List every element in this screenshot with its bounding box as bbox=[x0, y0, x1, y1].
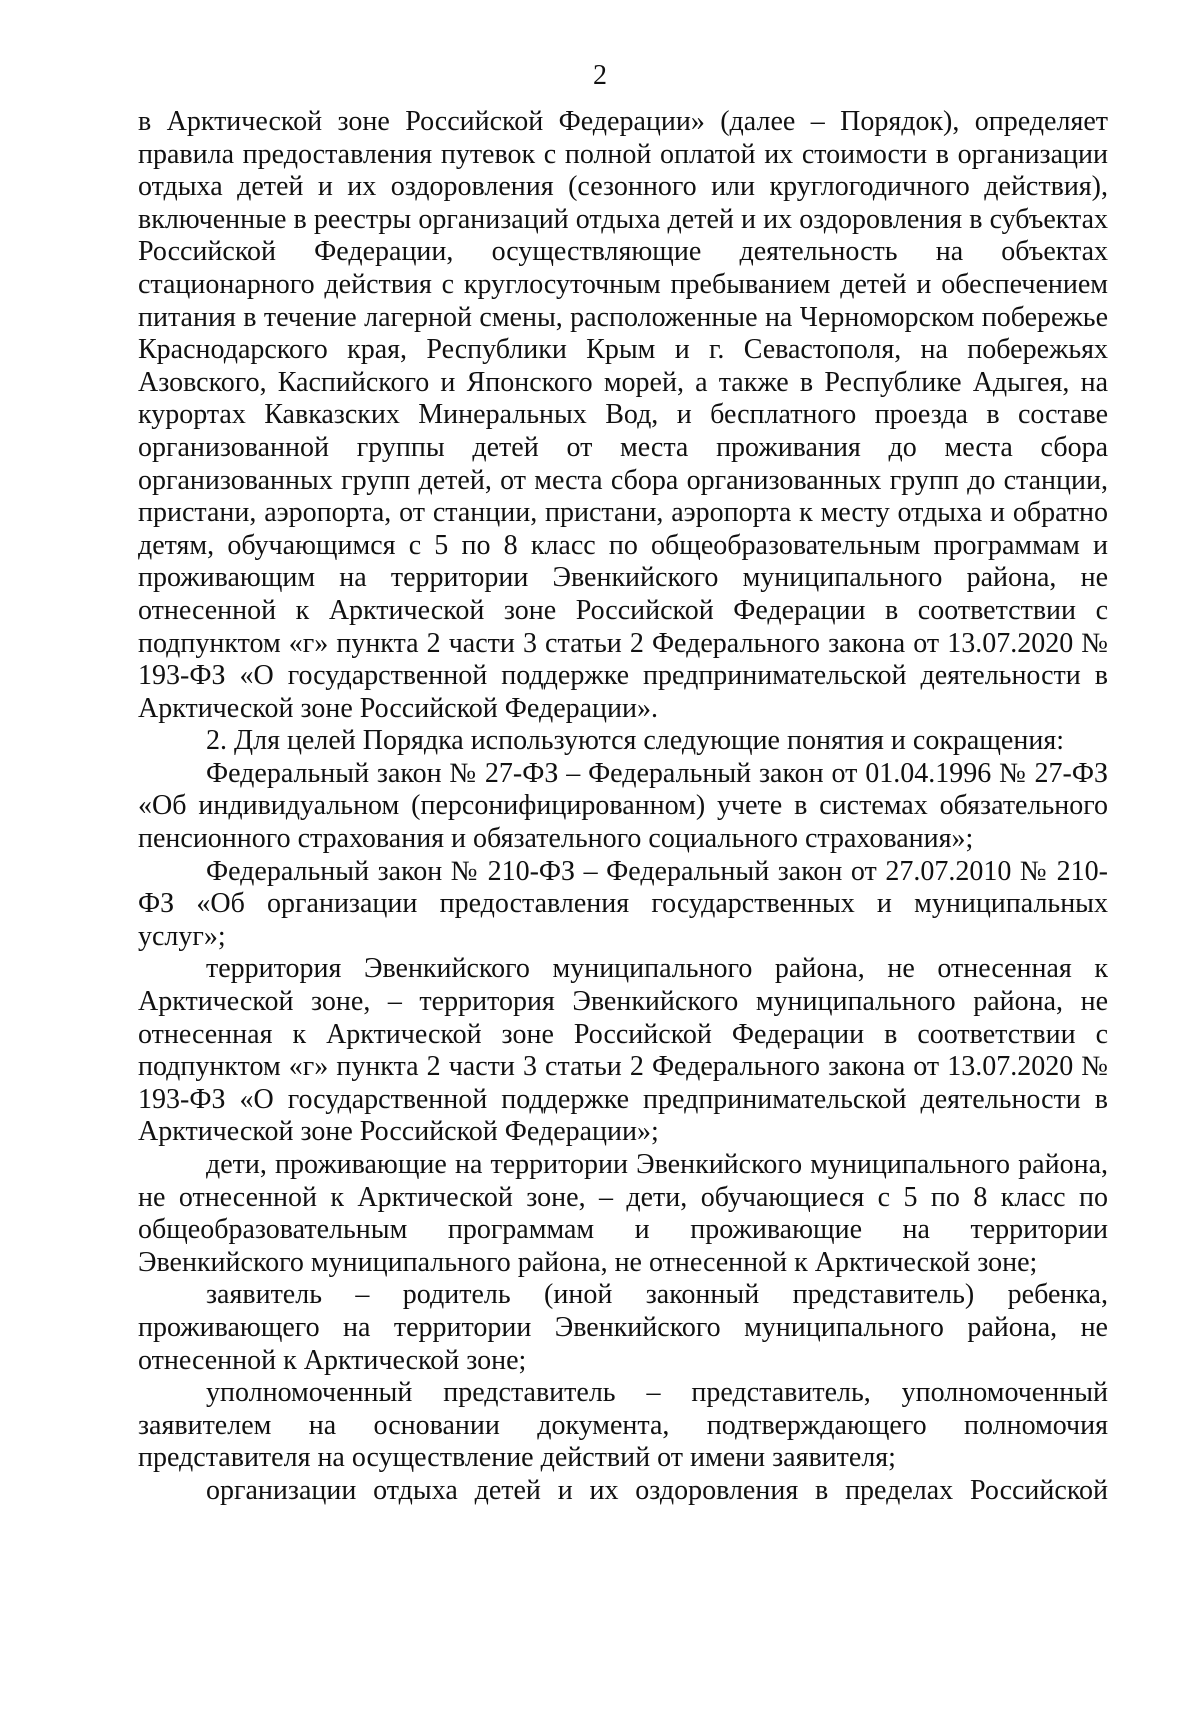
paragraph-term-applicant: заявитель – родитель (иной законный представитель) ребенка, проживающего на территории Эвенкийского муниципального района, не отнесенной к Арктической зоне; bbox=[138, 1279, 1108, 1376]
paragraph-term-27fz: Федеральный закон № 27-ФЗ – Федеральный закон от 01.04.1996 № 27-ФЗ «Об индивидуальном (персонифицированном) учете в системах обязательного пенсионного страхования и обязательного социального страхования»; bbox=[138, 757, 1108, 855]
paragraph-term-territory: территория Эвенкийского муниципального района, не отнесенная к Арктической зоне, – территория Эвенкийского муниципального района, не отнесенная к Арктической зоне Российской Федерации в соответствии с подпунктом «г» пункта 2 части 3 статьи 2 Федерального закона от 13.07.2020 № 193-ФЗ «О государственной поддержке предпринимательской деятельности в Арктической зоне Российской Федерации»; bbox=[138, 953, 1108, 1148]
paragraph-term-organizations: организации отдыха детей и их оздоровления в пределах Российской bbox=[206, 1474, 1108, 1506]
document-body bbox=[138, 106, 1108, 1508]
paragraph-term-children: дети, проживающие на территории Эвенкийского муниципального района, не отнесенной к Арктической зоне, – дети, обучающиеся с 5 по 8 класс по общеобразовательным программам и проживающие на территории Эвенкийского муниципального района, не отнесенной к Арктической зоне; bbox=[138, 1149, 1108, 1278]
page-number: 2 bbox=[593, 60, 607, 91]
paragraph-term-representative: уполномоченный представитель – представитель, уполномоченный заявителем на основании документа, подтверждающего полномочия представителя на осуществление действий от имени заявителя; bbox=[138, 1377, 1108, 1474]
paragraph-term-210fz: Федеральный закон № 210-ФЗ – Федеральный закон от 27.07.2010 № 210-ФЗ «Об организации предоставления государственных и муниципальных услуг»; bbox=[138, 855, 1108, 952]
paragraph-porядок-definition: в Арктической зоне Российской Федерации» (далее – Порядок), определяет правила предоставления путевок с полной оплатой их стоимости в организации отдыха детей и их оздоровления (сезонного или круглогодичного действия), включенные в реестры организаций отдыха детей и их оздоровления в субъектах Российской Федерации, осуществляющие деятельность на объектах стационарного действия с круглосуточным пребыванием детей и обеспечением питания в течение лагерной смены, расположенные на Черноморском побережье Краснодарского края, Республики Крым и г. Севастополя, на побережьях Азовского, Каспийского и Японского морей, а также в Республике Адыгея, на курортах Кавказских Минеральных Вод, и бесплатного проезда в составе организованной группы детей от места проживания до места сбора организованных групп детей, от места сбора организованных групп до станции, пристани, аэропорта, от станции, пристани, аэропорта к месту отдыха и обратно детям, обучающимся с 5 по 8 класс по общеобразовательным программам и проживающим на территории Эвенкийского муниципального района, не отнесенной к Арктической зоне Российской Федерации в соответствии с подпунктом «г» пункта 2 части 3 статьи 2 Федерального закона от 13.07.2020 № 193-ФЗ «О государственной поддержке предпринимательской деятельности в Арктической зоне Российской Федерации». bbox=[138, 106, 1108, 724]
paragraph-terms-intro: 2. Для целей Порядка используются следующие понятия и сокращения: bbox=[206, 725, 1064, 757]
